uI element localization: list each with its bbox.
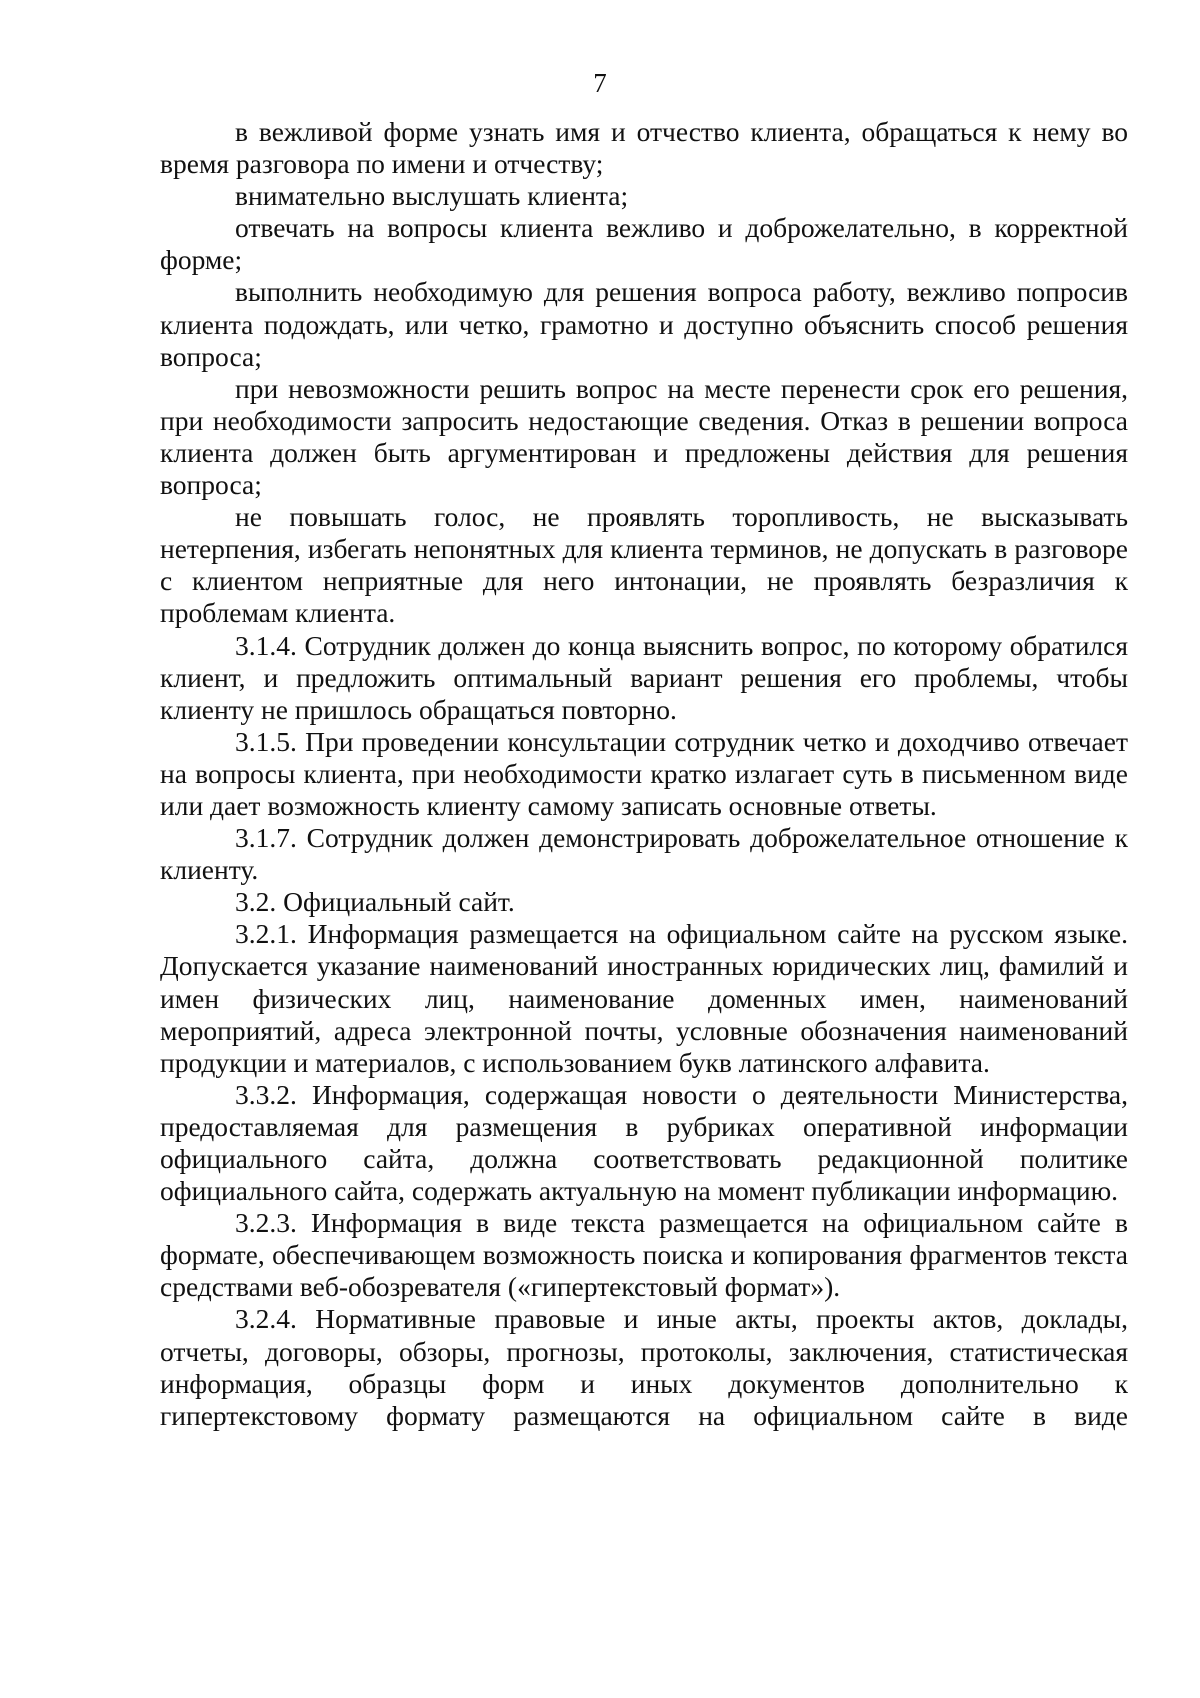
document-body bbox=[160, 116, 1128, 1432]
paragraph-3-2-1: 3.2.1. Информация размещается на официальном сайте на русском языке. Допускается указание наименований иностранных юридических лиц, фамилий и имен физических лиц, наименование доменных имен, наименований мероприятий, адреса электронной почты, условные обозначения наименований продукции и материалов, с использованием букв латинского алфавита. bbox=[160, 918, 1128, 1078]
paragraph-3-1-7: 3.1.7. Сотрудник должен демонстрировать доброжелательное отношение к клиенту. bbox=[160, 822, 1128, 886]
paragraph-3-1-5: 3.1.5. При проведении консультации сотрудник четко и доходчиво отвечает на вопросы клиента, при необходимости кратко излагает суть в письменном виде или дает возможность клиенту самому записать основные ответы. bbox=[160, 725, 1128, 821]
paragraph-1: в вежливой форме узнать имя и отчество клиента, обращаться к нему во время разговора по имени и отчеству; bbox=[160, 116, 1128, 180]
paragraph-3: отвечать на вопросы клиента вежливо и доброжелательно, в корректной форме; bbox=[160, 212, 1128, 276]
paragraph-2: внимательно выслушать клиента; bbox=[235, 180, 629, 212]
paragraph-3-2-4: 3.2.4. Нормативные правовые и иные акты, проекты актов, доклады, отчеты, договоры, обзоры, прогнозы, протоколы, заключения, статистическая информация, образцы форм и иных документов дополнительно к гипертекстовому формату размещаются на официальном сайте в виде bbox=[160, 1303, 1128, 1431]
paragraph-3-2-3: 3.2.3. Информация в виде текста размещается на официальном сайте в формате, обеспечивающем возможность поиска и копирования фрагментов текста средствами веб-обозревателя («гипертекстовый формат»). bbox=[160, 1207, 1128, 1303]
paragraph-5: при невозможности решить вопрос на месте перенести срок его решения, при необходимости запросить недостающие сведения. Отказ в решении вопроса клиента должен быть аргументирован и предложены действия для решения вопроса; bbox=[160, 372, 1128, 501]
page-number: 7 bbox=[593, 68, 607, 98]
paragraph-6: не повышать голос, не проявлять торопливость, не высказывать нетерпения, избегать непонятных для клиента терминов, не допускать в разговоре с клиентом неприятные для него интонации, не проявлять безразличия к проблемам клиента. bbox=[160, 501, 1128, 629]
paragraph-3-3-2: 3.3.2. Информация, содержащая новости о деятельности Министерства, предоставляемая для размещения в рубриках оперативной информации официального сайта, должна соответствовать редакционной политике официального сайта, содержать актуальную на момент публикации информацию. bbox=[160, 1078, 1128, 1207]
paragraph-3-2-heading: 3.2. Официальный сайт. bbox=[235, 886, 515, 918]
paragraph-4: выполнить необходимую для решения вопроса работу, вежливо попросив клиента подождать, или четко, грамотно и доступно объяснить способ решения вопроса; bbox=[160, 276, 1128, 372]
paragraph-3-1-4: 3.1.4. Сотрудник должен до конца выяснить вопрос, по которому обратился клиент, и предложить оптимальный вариант решения его проблемы, чтобы клиенту не пришлось обращаться повторно. bbox=[160, 629, 1128, 725]
